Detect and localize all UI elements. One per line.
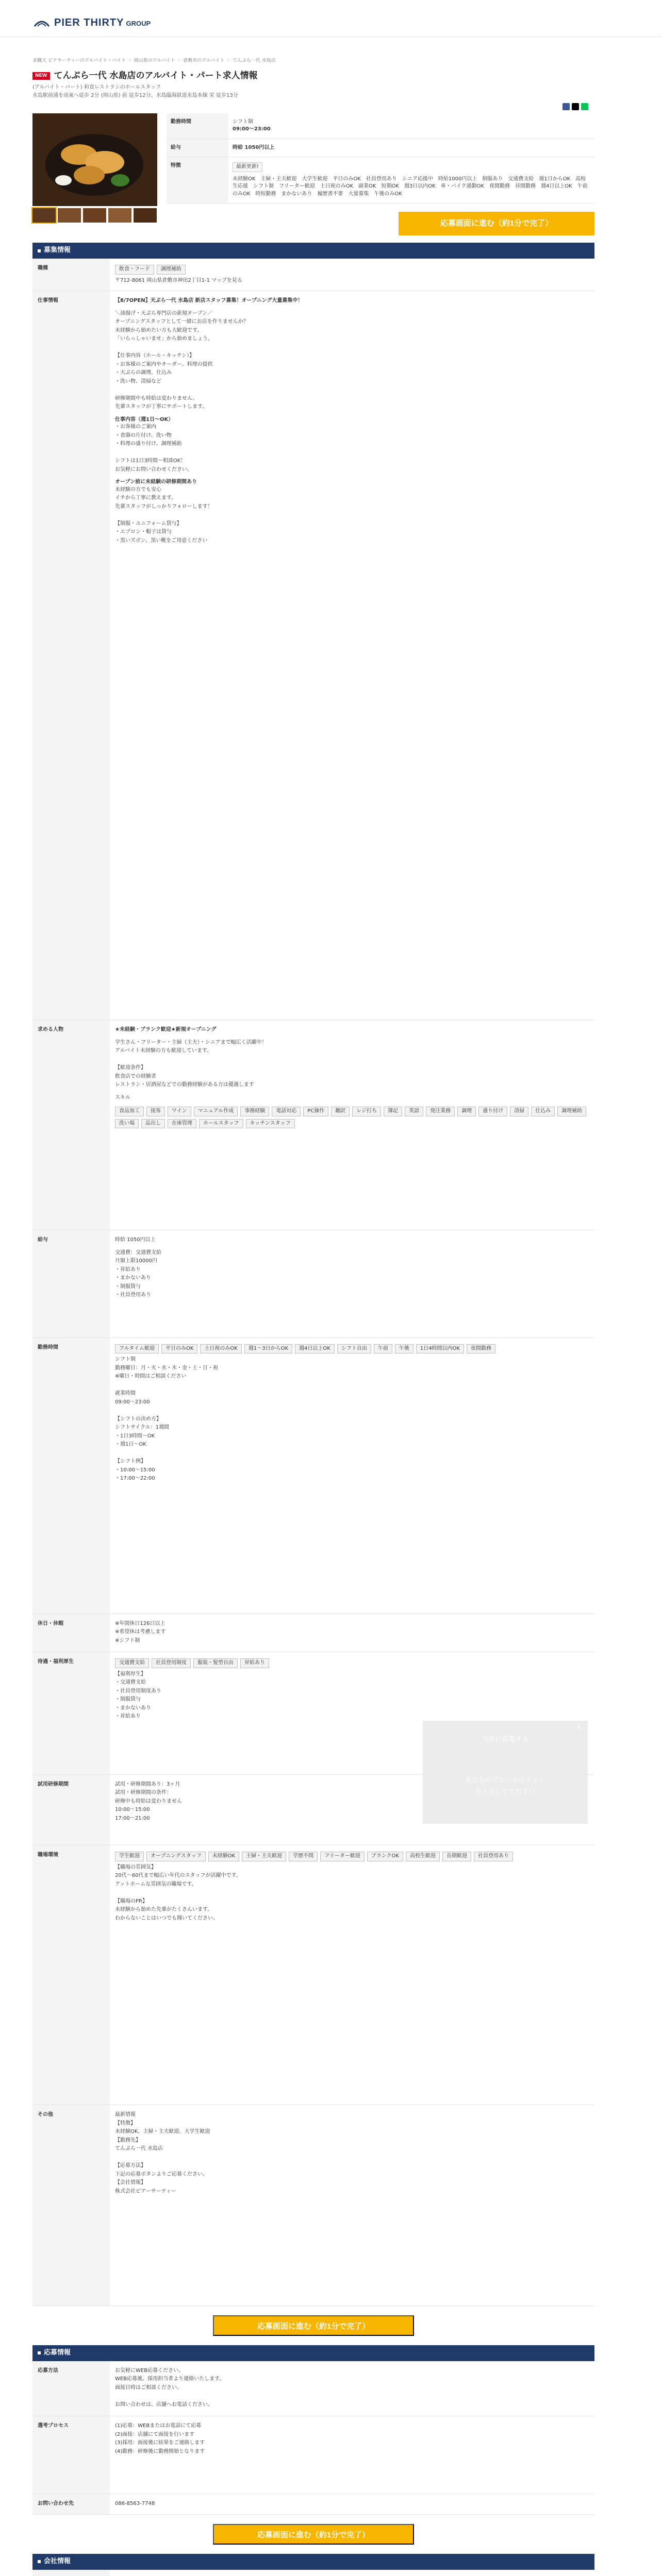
workplace-lines (115, 1864, 589, 1923)
text-line: ・社員登用あり (115, 1292, 151, 1298)
text-line: ※年間休日126日以上 (115, 1620, 166, 1626)
text-line: 就業時間 (115, 1391, 136, 1397)
chip: ブランクOK (367, 1852, 403, 1861)
text-line: 学生さん・フリーター・主婦（主夫）・シニアまで幅広く活躍中！ (115, 1039, 267, 1045)
text-line: 「いらっしゃいませ」から始めましょう。 (115, 336, 213, 342)
chip: フリーター歓迎 (320, 1852, 365, 1861)
share-buttons (32, 103, 594, 110)
feature-item: 履歴書不要 (317, 191, 343, 197)
text-line: シフトサイクル：1週間 (115, 1425, 170, 1431)
chip: ワイン (168, 1107, 191, 1116)
contact-phone[interactable]: 086-8563-7748 (110, 2494, 594, 2515)
text-line: オープニングスタッフとして一緒にお店を作りませんか？ (115, 319, 249, 325)
feature-heading: オープン前に未経験の研修期間あり (115, 479, 197, 485)
company-name (110, 2570, 594, 2576)
text-line: 【仕事内容（ホール・キッチン）】 (115, 353, 195, 359)
chip: 簿記 (384, 1107, 402, 1116)
text-line (115, 1056, 589, 1064)
thumbnail[interactable] (83, 208, 106, 223)
company-table (32, 2570, 594, 2576)
text-line: 【シフトの決め方】 (115, 1416, 161, 1422)
breadcrumb: 求職天 ピアサーティーのアルバイト・バイト › 岡山県のアルバイト › 倉敷市のアルバイト › てんぷら一代 水島店 (0, 37, 662, 67)
row-label: 仕事情報 (32, 291, 110, 1020)
text-line: お気軽にお問い合わせください。 (115, 466, 192, 472)
text-line: 交通費：交通費支給 (115, 1249, 161, 1256)
chip: 英語 (405, 1107, 423, 1116)
text-line: ・交通費支給 (115, 1680, 146, 1686)
breadcrumb-item[interactable]: 倉敷市のアルバイト (183, 58, 225, 63)
breadcrumb-item[interactable]: 求職天 ピアサーティーのアルバイト・バイト (32, 58, 126, 63)
chip: 週1～3日からOK (244, 1344, 292, 1354)
feature-item: 大学生歓迎 (302, 176, 328, 182)
feature-item: シフト制 (253, 183, 274, 190)
work-lines (115, 310, 589, 411)
text-line: 最新情報 (115, 2112, 136, 2118)
apply-button[interactable]: 応募画面に進む（約1分で完了） (399, 212, 594, 235)
text-line: (4)勤務：研修後に勤務開始となります (115, 2448, 205, 2454)
feature-list (233, 176, 590, 198)
feature-item: 交通費支給 (508, 176, 534, 182)
text-line: 【職場のPR】 (115, 1898, 147, 1904)
logo-mark-icon (34, 19, 50, 27)
feature-item: 平日のみOK (333, 176, 361, 182)
popup-line: を入力してください (475, 1788, 536, 1796)
chip: 調理 (457, 1107, 476, 1116)
text-line: ・黒いズボン、黒い靴をご用意ください (115, 537, 208, 544)
feature-item: 主婦・主夫歓迎 (260, 176, 297, 182)
chip: キッチンスタッフ (246, 1119, 295, 1129)
chip: 食品加工 (115, 1107, 144, 1116)
feature-item: 午後のみOK (374, 191, 402, 197)
text-line: ・お客様のご案内やオーダー、料理の提供 (115, 361, 213, 367)
text-line: ・制服貸与 (115, 1697, 141, 1703)
chip: 夜間勤務 (467, 1344, 495, 1354)
text-line: ・昇給あり (115, 1714, 141, 1720)
text-line: シフトは1日3時間～相談OK！ (115, 458, 186, 464)
job-address-link[interactable]: 〒712-8061 岡山県倉敷市神田2丁目1-1 マップを見る (115, 277, 242, 283)
text-line: てんぷら一代 水島店 (115, 2146, 163, 2152)
target-lines (115, 1039, 589, 1089)
pay-lines (115, 1249, 589, 1299)
text-line: シフト制 (115, 1357, 136, 1363)
text-line: 20代～60代まで幅広い年代のスタッフが活躍中です。 (115, 1873, 241, 1879)
text-line: 未経験から始めた先輩がたくさんいます。 (115, 1907, 213, 1913)
text-line: ・まかないあり (115, 1705, 151, 1711)
text-line: 下記の応募ボタンよりご応募ください。 (115, 2171, 208, 2177)
text-line: 17:00～21:00 (115, 1815, 150, 1821)
chip: 午前 (374, 1344, 392, 1354)
chip: 社員登用あり (474, 1852, 513, 1861)
feature-item: まかないあり (281, 191, 312, 197)
text-line: 【勤務先】 (115, 2137, 141, 2143)
text-line (115, 1450, 589, 1458)
thumbnail[interactable] (108, 208, 131, 223)
text-line: ・お客様のご案内 (115, 424, 156, 430)
text-line: アットホームな雰囲気の職場です。 (115, 1881, 197, 1887)
feature-chip: 最新更新! (233, 162, 262, 172)
chip: 交通費支給 (115, 1658, 149, 1668)
text-line: 09:00～23:00 (115, 1399, 150, 1405)
text-line: 勤務曜日：月・火・水・木・金・土・日・祝 (115, 1365, 218, 1371)
feature-item: 土日祝のみOK (320, 183, 354, 190)
tempura-photo-icon (32, 113, 157, 206)
text-line: 飲食店での経験者 (115, 1073, 156, 1079)
chip: 発注業務 (426, 1107, 455, 1116)
chip: 週4日以上OK (295, 1344, 335, 1354)
text-line: ※希望休は考慮します (115, 1629, 166, 1635)
text-line (115, 449, 589, 457)
chip: 仕込み (531, 1107, 555, 1116)
chip: オープニングスタッフ (146, 1852, 206, 1861)
chip: 高校生歓迎 (406, 1852, 440, 1861)
feature-item: 未経験OK (233, 176, 256, 182)
row-label: 試用研修期間 (32, 1774, 110, 1845)
feature-lines (115, 486, 589, 545)
text-line (115, 1407, 589, 1415)
summary-label: 給与 (167, 139, 228, 157)
text-line: ・食器の片付け、洗い物 (115, 432, 172, 438)
hours-lines (115, 423, 589, 473)
text-line: (1)応募：WEBまたはお電話にて応募 (115, 2423, 202, 2429)
x-icon[interactable] (572, 103, 579, 110)
text-line: レストラン・居酒屋などでの勤務経験がある方は優遇します (115, 1082, 254, 1088)
section-recruit: 募集情報 (32, 243, 594, 259)
job-type-chip: 飲食・フード (115, 265, 154, 275)
chip: 事務経験 (240, 1107, 269, 1116)
apply-table (32, 2361, 594, 2515)
text-line: ・エプロン・帽子は貸与 (115, 529, 172, 535)
workplace-chips (115, 1852, 589, 1864)
text-line: アルバイト未経験の方も歓迎しています。 (115, 1048, 212, 1054)
process-lines (115, 2422, 589, 2455)
chip: 電話対応 (272, 1107, 301, 1116)
text-line: ・天ぷらの調理、仕込み (115, 370, 172, 376)
photo-gallery (32, 113, 157, 236)
chip: 品出し (141, 1119, 165, 1129)
chip: 主婦・主夫歓迎 (242, 1852, 286, 1861)
row-label: 職場環境 (32, 1845, 110, 2105)
chip: 翻訳 (331, 1107, 350, 1116)
worktime-chips (115, 1344, 589, 1357)
text-line: お気軽にWEB応募ください。 (115, 2367, 184, 2374)
chip: 社員登用制度 (152, 1658, 191, 1668)
row-label: お問い合わせ先 (32, 2494, 110, 2515)
summary-value: シフト制 (233, 118, 253, 125)
site-header (0, 0, 662, 37)
benefit-lines (115, 1671, 589, 1721)
chip: 洗い場 (115, 1119, 139, 1129)
chip: 在庫管理 (168, 1119, 196, 1129)
breadcrumb-item[interactable]: 岡山県のアルバイト (134, 58, 175, 63)
text-line: 【特徴】 (115, 2120, 136, 2126)
feature-item: 高校生応援 (233, 176, 586, 190)
chip: 服装・髪型自由 (193, 1658, 238, 1668)
chip: 学生歓迎 (115, 1852, 144, 1861)
job-summary (167, 113, 594, 236)
text-line: 【応募方法】 (115, 2163, 146, 2169)
text-line: イチから丁寧に教えます。 (115, 495, 177, 501)
chip: ホールスタッフ (199, 1119, 243, 1129)
text-line: 株式会社ピアーサーティー (115, 2188, 176, 2194)
skill-label: スキル (115, 1094, 130, 1100)
text-line: 【制服・ユニフォーム貸与】 (115, 520, 182, 527)
new-badge: NEW (32, 72, 50, 80)
recruit-table (32, 259, 594, 2306)
feature-item: 社員登用あり (366, 176, 397, 182)
chip: シフト自由 (337, 1344, 371, 1354)
row-label: その他 (32, 2105, 110, 2306)
text-line: 【歓迎条件】 (115, 1065, 146, 1071)
feature-item: 大量募集 (348, 191, 369, 197)
chip: 未経験OK (208, 1852, 239, 1861)
text-line: 未経験の方でも安心 (115, 486, 161, 493)
row-label: 休日・休暇 (32, 1614, 110, 1652)
holiday-lines (115, 1620, 589, 1645)
text-line: 試用・研修期間あり：3ヶ月 (115, 1781, 180, 1787)
text-line: 【福利厚生】 (115, 1671, 146, 1677)
skill-chips (115, 1107, 589, 1131)
text-line (115, 344, 589, 352)
chip: PC操作 (303, 1107, 328, 1116)
chip: 午後 (395, 1344, 413, 1354)
text-line: 研修期間中も時給は変わりません。 (115, 395, 198, 401)
method-lines (115, 2367, 589, 2409)
work-heading: 【8/7OPEN】天ぷら一代 水島店 新店スタッフ募集！オープニング大量募集中！ (115, 298, 303, 304)
line-icon[interactable] (581, 103, 588, 110)
text-line: ・10:00～15:00 (115, 1467, 155, 1473)
text-line: ・1日3時間～OK (115, 1433, 155, 1439)
text-line: 面接日時はご相談ください。 (115, 2384, 182, 2391)
text-line: ・まかないあり (115, 1275, 151, 1281)
row-label (32, 2570, 110, 2576)
job-type-chip: 調理補助 (157, 265, 186, 275)
chip: 長期歓迎 (442, 1852, 471, 1861)
row-label: 求める人物 (32, 1020, 110, 1230)
worktime-lines (115, 1356, 589, 1483)
text-line: 先輩スタッフがしっかりフォローします！ (115, 503, 213, 510)
text-line: 未経験から始めたい方も大歓迎です。 (115, 327, 203, 333)
thumbnail[interactable] (32, 208, 56, 223)
section-apply: 応募情報 (32, 2345, 594, 2361)
text-line: 月額上限10000円 (115, 1258, 157, 1264)
summary-pay: 時給 1050円以上 (228, 139, 594, 157)
chip: マニュアル作成 (194, 1107, 238, 1116)
text-line: お問い合わせは、店舗へお電話ください。 (115, 2401, 213, 2408)
text-line: 研修中も時給は変わりません (115, 1798, 182, 1804)
text-line: ※曜日・時間はご相談ください (115, 1374, 187, 1380)
chip: 平日のみOK (161, 1344, 197, 1354)
chip: 昇給あり (240, 1658, 269, 1668)
chip: フルタイム歓迎 (115, 1344, 159, 1354)
text-line: (3)採用：面接後に結果をご連絡します (115, 2440, 205, 2446)
text-line: ・社員登用制度あり (115, 1688, 161, 1694)
feature-item: 時短勤務 (255, 191, 276, 197)
feature-item: 制服あり (482, 176, 503, 182)
feature-item: 週4日以上OK (540, 183, 572, 190)
row-label: 勤務時間 (32, 1337, 110, 1614)
text-line: 先輩スタッフが丁寧にサポートします。 (115, 404, 208, 410)
chip: 1日4時間以内OK (416, 1344, 464, 1354)
row-label: 応募方法 (32, 2361, 110, 2416)
text-line: 【会社情報】 (115, 2180, 146, 2186)
summary-label: 特徴 (167, 157, 228, 204)
feature-item: 車・バイク通勤OK (440, 183, 484, 190)
main-photo[interactable] (32, 113, 157, 206)
summary-label: 勤務時間 (167, 113, 228, 139)
text-line: 10:00～15:00 (115, 1807, 150, 1813)
job-subtitle: (アルバイト・パート) 和食レストランのホールスタッフ (32, 84, 161, 90)
chip: 清掃 (510, 1107, 528, 1116)
feature-item: 午前のみOK (233, 183, 588, 197)
facebook-icon[interactable] (562, 103, 570, 110)
job-access: 水島駅前通を南東へ徒歩 2分 (岡山県) 前 徒歩12分、水島臨海鉄道水島本線 栄 徒歩13分 (32, 93, 238, 99)
apply-button[interactable]: 応募画面に進む（約1分で完了） (213, 2524, 414, 2545)
thumbnail[interactable] (134, 208, 157, 223)
pay-value: 時給 1050円以上 (115, 1237, 156, 1243)
row-label: 職種 (32, 259, 110, 291)
text-line: 【シフト例】 (115, 1459, 146, 1465)
text-line (115, 2154, 589, 2162)
text-line: ・週1日～OK (115, 1442, 146, 1448)
feature-item: 週3日以内OK (404, 183, 436, 190)
text-line: 試用・研修期間の条件： (115, 1790, 172, 1796)
text-line (115, 1889, 589, 1897)
text-line: ・制服貸与 (115, 1283, 141, 1290)
apply-button[interactable]: 応募画面に進む（約1分で完了） (213, 2315, 414, 2336)
section-company: 会社情報 (32, 2554, 594, 2570)
hours-heading: 仕事内容（週1日～OK） (115, 416, 174, 422)
brand-name: PIER THIRTY GROUP (54, 17, 151, 28)
feature-item: 夜間勤務 (489, 183, 510, 190)
feature-item: 短期OK (381, 183, 399, 190)
chip: 接客 (146, 1107, 165, 1116)
row-label: 待遇・福利厚生 (32, 1652, 110, 1775)
other-lines (115, 2111, 589, 2195)
benefit-chips (115, 1658, 589, 1671)
breadcrumb-item: てんぷら一代 水島店 (233, 58, 276, 63)
text-line (115, 1382, 589, 1389)
text-line: (2)面接：店舗にて面接を行います (115, 2431, 195, 2437)
row-label: 選考プロセス (32, 2416, 110, 2494)
text-line (115, 512, 589, 519)
text-line (115, 2393, 589, 2400)
chip: 盛り付け (478, 1107, 507, 1116)
text-line: ・料理の盛り付け、調理補助 (115, 441, 182, 447)
text-line: ・17:00～22:00 (115, 1476, 155, 1482)
row-label: 給与 (32, 1230, 110, 1338)
feature-item: 副業OK (358, 183, 376, 190)
floating-popup[interactable] (423, 1721, 588, 1824)
text-line (115, 386, 589, 394)
brand-logo[interactable] (0, 0, 662, 30)
text-line: ・昇給あり (115, 1266, 141, 1273)
text-line: ※シフト制 (115, 1637, 140, 1643)
feature-item: 週1日からOK (539, 176, 571, 182)
popup-line: あなたのアピールポイント (465, 1776, 545, 1784)
summary-hours: 09:00～23:00 (233, 126, 271, 132)
page-title: てんぷら一代 水島店のアルバイト・パート求人情報 (54, 71, 258, 81)
text-line: 【職場の雰囲気】 (115, 1864, 156, 1870)
feature-item: フリーター歓迎 (279, 183, 315, 190)
popup-line: 当社に応募する (482, 1736, 529, 1743)
text-line: 未経験OK、主婦・主夫歓迎、大学生歓迎 (115, 2129, 210, 2135)
chip: 学歴不問 (289, 1852, 318, 1861)
chip: 調理補助 (557, 1107, 586, 1116)
target-heading: ★未経験・ブランク歓迎★新規オープニング (115, 1027, 217, 1033)
feature-item: 昼間勤務 (515, 183, 536, 190)
chip: レジ打ち (352, 1107, 381, 1116)
text-line: ＼油揚げ・天ぷら専門店の新規オープン／ (115, 310, 213, 316)
close-icon[interactable]: ✕ (576, 1724, 582, 1731)
text-line: WEB応募後、採用担当者より連絡いたします。 (115, 2376, 225, 2382)
feature-item: シニア応援中 (402, 176, 433, 182)
text-line: わからないことはいつでも聞いてください。 (115, 1915, 218, 1921)
thumbnail[interactable] (58, 208, 81, 223)
text-line: ・洗い物、清掃など (115, 378, 161, 384)
chip: 土日祝のみOK (200, 1344, 241, 1354)
feature-item: 時給1000円以上 (438, 176, 477, 182)
